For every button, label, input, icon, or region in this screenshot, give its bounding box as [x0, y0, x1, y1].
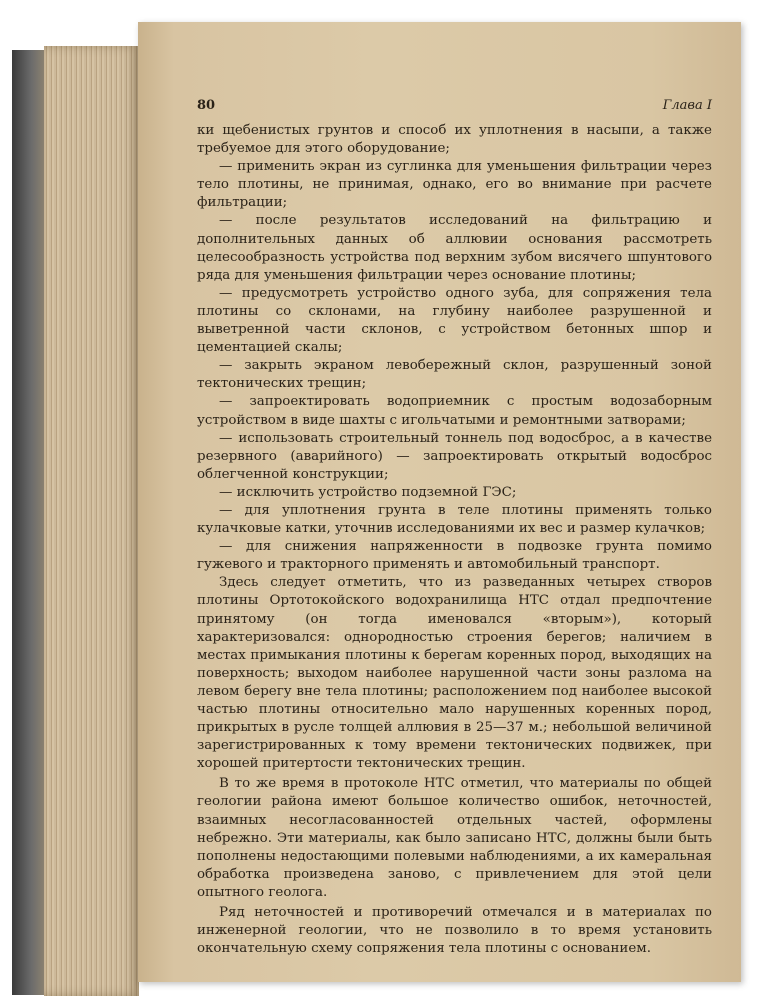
paragraph: В то же время в протоколе НТС отметил, что материалы по общей геологии района имеют большое количество ошибок, неточностей, взаимных несогласованностей отдельных частей, оформлены небрежно. Эти материалы, как было записано НТС, должны были быть пополнены недостающими полевыми наблюдениями, а их камеральная обработка произведена заново, с привлечением для этой цели опытного геолога.: [197, 776, 712, 900]
book-spine-shadow: [12, 50, 44, 995]
list-item: — для уплотнения грунта в теле плотины применять только кулачковые катки, уточнив исследованиями их вес и размер кулачков;: [197, 502, 712, 537]
list-item: — использовать строительный тоннель под водосброс, а в качестве резервного (аварийного) — запроектировать открытый водосброс облегченной конструкции;: [197, 430, 712, 482]
paragraph: ки щебенистых грунтов и способ их уплотнения в насыпи, а также требуемое для этого оборудование;: [197, 123, 712, 157]
list-item: — предусмотреть устройство одного зуба, для сопряжения тела плотины со склонами, на глубину наиболее разрушенной и выветренной части склонов, с устройством бетонных шпор и цементацией скалы;: [197, 285, 712, 356]
list-item: — закрыть экраном левобережный склон, разрушенный зоной тектонических трещин;: [197, 358, 712, 392]
list-item: — исключить устройство подземной ГЭС;: [219, 484, 517, 500]
paragraph: Здесь следует отметить, что из разведанных четырех створов плотины Ортотокойского водохранилища НТС отдал предпочтение принятому (он тогда именовался «вторым»), который характеризовался: однородностью строения берегов; наличием в местах примыкания плотины к берегам коренных пород, выходящих на поверхность; выходом наиболее нарушенной части зоны разлома на левом берегу вне тела плотины; расположением под наиболее высокой частью плотины относительно мало нарушенных коренных пород, прикрытых в русле толщей аллювия в 25—37 м.; небольшой величиной зарегистрированных к тому времени тектонических подвижек, при хорошей притертости тектонических трещин.: [197, 575, 712, 772]
list-item: — запроектировать водоприемник с простым водозаборным устройством в виде шахты с игольчатыми и ремонтными затворами;: [197, 394, 712, 428]
page-text-block: [197, 98, 712, 958]
body-text: [197, 122, 712, 958]
list-item: — для снижения напряженности в подвозке грунта помимо гужевого и тракторного применять и автомобильный транспорт.: [197, 539, 712, 573]
page-number: 80: [197, 98, 216, 113]
list-item: — после результатов исследований на фильтрацию и дополнительных данных об аллювии основания рассмотреть целесообразность устройства под верхним зубом висячего шпунтового ряда для уменьшения фильтрации через основание плотины;: [197, 213, 712, 283]
page-edges: [44, 46, 139, 996]
paragraph: Ряд неточностей и противоречий отмечался и в материалах по инженерной геологии, что не позволило в то время установить окончательную схему сопряжения тела плотины с основанием.: [197, 905, 712, 957]
list-item: — применить экран из суглинка для уменьшения фильтрации через тело плотины, не принимая, однако, его во внимание при расчете фильтрации;: [197, 159, 712, 211]
running-header: [197, 98, 712, 122]
chapter-title: Глава I: [662, 98, 712, 113]
